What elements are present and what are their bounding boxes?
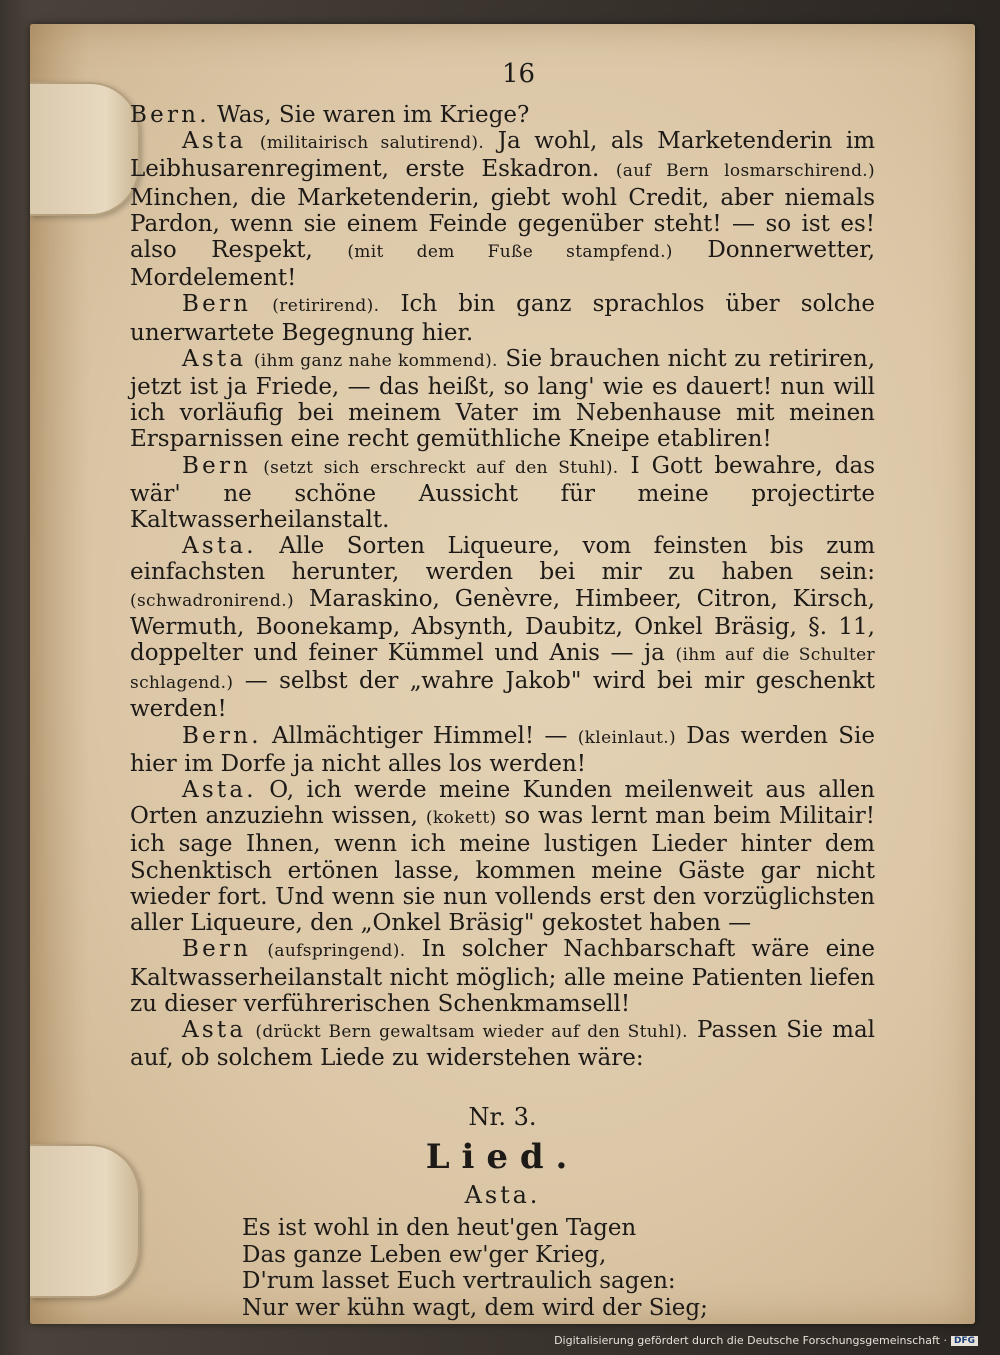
- speech-text: Ich bin ganz sprachlos über solche unerwartete Begegnung hier.: [130, 291, 876, 346]
- stage-direction: (retirirend).: [272, 296, 380, 317]
- dialogue-paragraph: [130, 936, 875, 1017]
- speaker-name: Bern: [182, 291, 252, 318]
- stage-direction: (mit dem Fuße stampfend.): [347, 242, 673, 263]
- song-title: Lied.: [425, 1137, 580, 1178]
- speaker-name: Bern.: [130, 102, 210, 128]
- stage-direction: (auf Bern losmarschirend.): [615, 161, 876, 182]
- stage-direction: (drückt Bern gewaltsam wieder auf den Stuhl).: [255, 1021, 688, 1042]
- speaker-name: Bern: [182, 936, 252, 963]
- stage-direction: (aufspringend).: [267, 941, 406, 962]
- speech-text: Sie brauchen nicht zu retiriren, jetzt ist ja Friede, — das heißt, so lang' wie es dauert! nun will ich vorläufig bei meinem Vater im Nebenhause mit meinen Ersparnissen eine recht gemüthliche Kneipe etabliren!: [130, 345, 876, 453]
- dialogue-paragraph: [130, 128, 875, 291]
- dialogue-paragraph: [130, 291, 875, 345]
- song-heading: [130, 1097, 875, 1213]
- dialogue-paragraph: [130, 1017, 875, 1071]
- song-verse: [242, 1215, 875, 1321]
- speech-text: Maraskino, Genèvre, Himbeer, Citron, Kirsch, Wermuth, Boonekamp, Absynth, Daubitz, Onkel Bräsig, §. 11, doppelter und feiner Kümmel und Anis — ja: [130, 585, 875, 667]
- speech-text: In solcher Nachbarschaft wäre eine Kaltwasserheilanstalt nicht möglich; alle meine Patienten liefen zu dieser verführerischen Schenkmamsell!: [130, 936, 875, 1017]
- speech-text: so was lernt man beim Militair! ich sage Ihnen, wenn ich meine lustigen Lieder hinter dem Schenktisch ertönen lasse, kommen meine Gäste gar nicht wieder fort. Und wenn sie nun vollends erst den vorzüglichsten aller Liqueure, den „Onkel Bräsig" gekostet haben —: [130, 803, 876, 937]
- speaker-name: Asta.: [182, 533, 257, 560]
- stage-direction: (kleinlaut.): [577, 727, 676, 748]
- stage-direction: (setzt sich erschreckt auf den Stuhl).: [263, 457, 619, 478]
- song-singer: Asta.: [464, 1181, 541, 1210]
- speech-text: Ja wohl, als Marketenderin im Leibhusarenregiment, erste Eskadron.: [130, 128, 876, 183]
- speech-text: I Gott bewahre, das wär' ne schöne Aussicht für meine projectirte Kaltwasserheilanstalt.: [130, 452, 876, 534]
- page-number: 16: [501, 59, 536, 89]
- dialogue: [130, 102, 875, 1071]
- verse-line: Es ist wohl in den heut'gen Tagen: [242, 1215, 637, 1242]
- stage-direction: (schwadronirend.): [130, 590, 294, 611]
- dialogue-paragraph: [130, 346, 875, 453]
- dialogue-paragraph: [130, 533, 875, 722]
- digitization-footer: [554, 1334, 978, 1347]
- speech-text: Alle Sorten Liqueure, vom feinsten bis zum einfachsten herunter, werden bei mir zu haben sein:: [130, 533, 876, 586]
- footer-text: Digitalisierung gefördert durch die Deutsche Forschungsgemeinschaft ·: [554, 1334, 947, 1347]
- speech-text: Was, Sie waren im Kriege?: [217, 102, 530, 128]
- page-clip-bottom: [30, 1144, 140, 1298]
- speech-text: — selbst der „wahre Jakob" wird bei mir geschenkt werden!: [130, 668, 875, 723]
- page-text: [130, 56, 875, 1321]
- speech-text: Minchen, die Marketenderin, giebt wohl Credit, aber niemals Pardon, wenn sie einem Feinde gegenüber steht! — so ist es! also Respekt,: [130, 184, 875, 264]
- dialogue-paragraph: [130, 102, 875, 128]
- speech-text: Das werden Sie hier im Dorfe ja nicht alles los werden!: [130, 722, 876, 777]
- stage-direction: (militairisch salutirend).: [259, 133, 485, 154]
- speaker-name: Bern.: [182, 722, 262, 749]
- speech-text: Allmächtiger Himmel! —: [272, 722, 568, 749]
- song-number: Nr. 3.: [468, 1103, 537, 1132]
- stage-direction: (kokett): [425, 808, 497, 829]
- speech-text: Passen Sie mal auf, ob solchem Liede zu widerstehen wäre:: [130, 1016, 876, 1072]
- speech-text: O, ich werde meine Kunden meilenweit aus allen Orten anzuziehn wissen,: [130, 777, 875, 830]
- dialogue-paragraph: [130, 777, 875, 936]
- speaker-name: Bern: [182, 452, 252, 479]
- stage-direction: (ihm ganz nahe kommend).: [253, 350, 498, 371]
- speech-text: Donnerwetter, Mordelement!: [130, 237, 876, 292]
- dfg-logo: DFG: [951, 1336, 978, 1346]
- speaker-name: Asta: [182, 1016, 247, 1043]
- dialogue-paragraph: [130, 453, 875, 534]
- verse-line: Das ganze Leben ew'ger Krieg,: [242, 1241, 607, 1268]
- dialogue-paragraph: [130, 723, 875, 777]
- speaker-name: Asta: [182, 345, 247, 372]
- speaker-name: Asta.: [182, 777, 257, 804]
- stage-direction: (ihm auf die Schulter schlagend.): [130, 645, 876, 694]
- verse-line: D'rum lasset Euch vertraulich sagen:: [242, 1268, 676, 1295]
- page-clip-top: [30, 82, 140, 216]
- speaker-name: Asta: [182, 128, 247, 155]
- verse-line: Nur wer kühn wagt, dem wird der Sieg;: [242, 1294, 708, 1321]
